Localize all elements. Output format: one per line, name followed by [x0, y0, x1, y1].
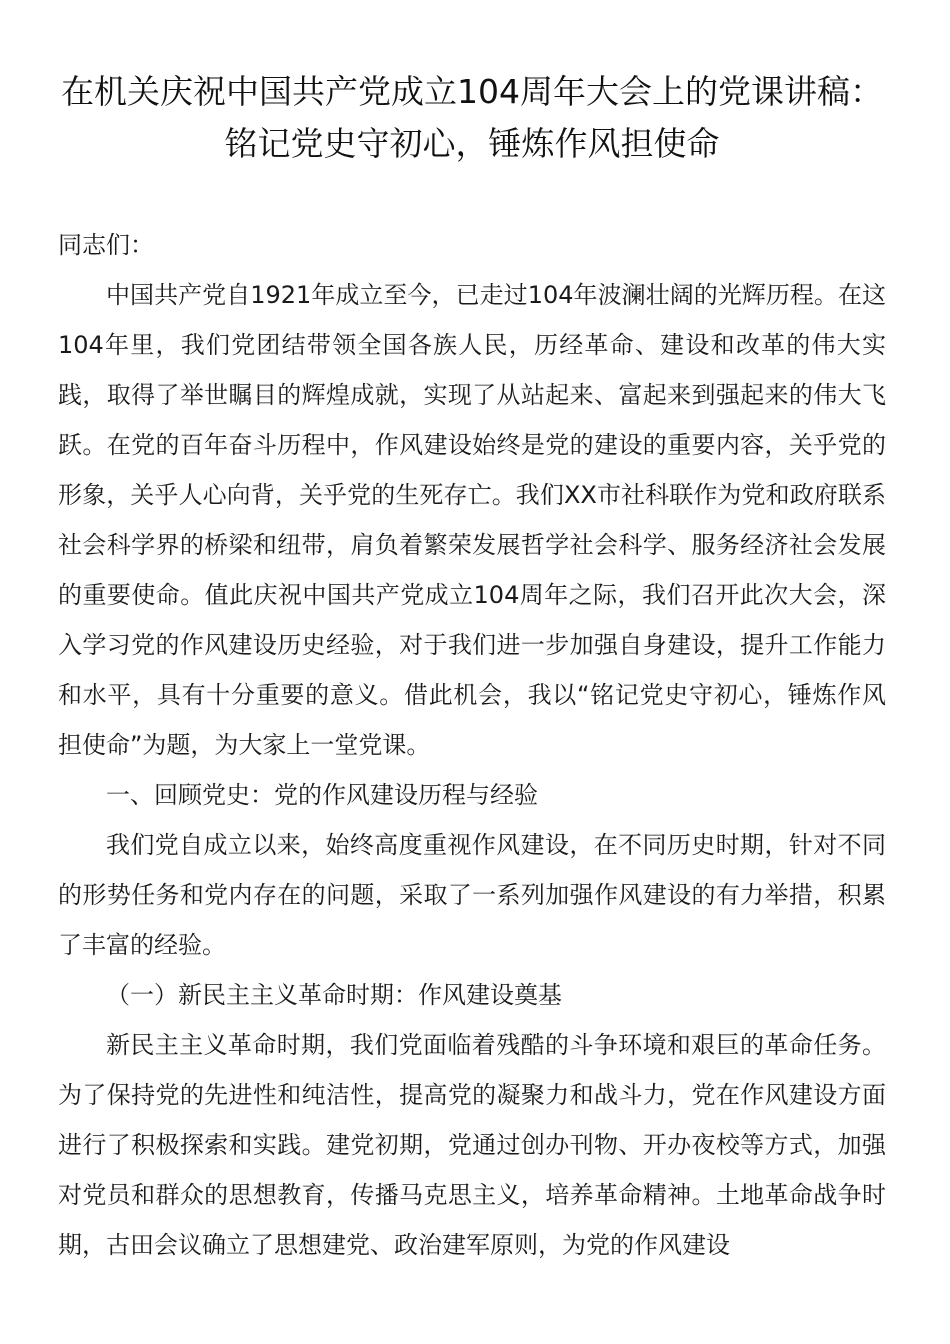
section-heading: 一、回顾党史：党的作风建设历程与经验 [106, 781, 538, 809]
intro-paragraph: 中国共产党自1921年成立至今，已走过104年波澜壮阔的光辉历程。在这104年里，我们党团结带领全国各族人民，历经革命、建设和改革的伟大实践，取得了举世瞩目的辉煌成就，实现了从站起来、富起来到强起来的伟大飞跃。在党的百年奋斗历程中，作风建设始终是党的建设的重要内容，关乎党的形象，关乎人心向背，关乎党的生死存亡。我们XX市社科联作为党和政府联系社会科学界的桥梁和纽带，肩负着繁荣发展哲学社会科学、服务经济社会发展的重要使命。值此庆祝中国共产党成立104周年之际，我们召开此次大会，深入学习党的作风建设历史经验，对于我们进一步加强自身建设，提升工作能力和水平，具有十分重要的意义。借此机会，我以“铭记党史守初心，锤炼作风担使命”为题，为大家上一堂党课。 [58, 281, 886, 759]
subsection-heading: （一）新民主主义革命时期：作风建设奠基 [106, 981, 562, 1009]
subsection-paragraph: 新民主主义革命时期，我们党面临着残酷的斗争环境和艰巨的革命任务。为了保持党的先进性和纯洁性，提高党的凝聚力和战斗力，党在作风建设方面进行了积极探索和实践。建党初期，党通过创办刊物、开办夜校等方式，加强对党员和群众的思想教育，传播马克思主义，培养革命精神。土地革命战争时期，古田会议确立了思想建党、政治建军原则，为党的作风建设 [58, 1031, 886, 1259]
document-body [58, 220, 886, 1270]
document-title: 在机关庆祝中国共产党成立104周年大会上的党课讲稿：铭记党史守初心，锤炼作风担使命 [61, 72, 883, 163]
salutation: 同志们： [58, 231, 154, 259]
section-intro-paragraph: 我们党自成立以来，始终高度重视作风建设，在不同历史时期，针对不同的形势任务和党内存在的问题，采取了一系列加强作风建设的有力举措，积累了丰富的经验。 [58, 831, 886, 959]
